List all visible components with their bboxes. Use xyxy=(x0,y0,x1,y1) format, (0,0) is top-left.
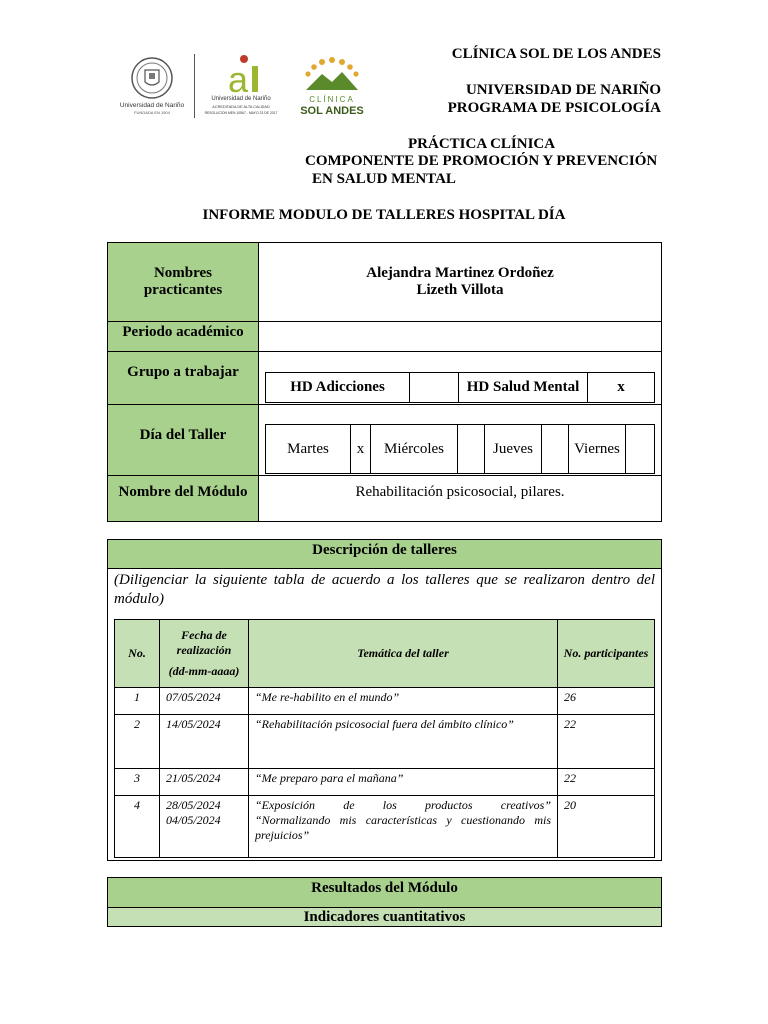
dia-label: Día del Taller xyxy=(139,427,227,443)
modulo-label: Nombre del Módulo xyxy=(118,484,248,500)
periodo-label: Periodo académico xyxy=(122,324,244,340)
row-no: 2 xyxy=(115,715,160,769)
col-fecha-label: Fecha de realización xyxy=(176,628,232,657)
grupo-opt-salud-mental: HD Salud Mental xyxy=(459,373,588,403)
periodo-value-cell xyxy=(259,322,662,352)
row-no: 3 xyxy=(115,769,160,796)
udenar-seal-icon xyxy=(120,54,184,118)
clinica-logo-top: CLÍNICA xyxy=(309,95,355,104)
table-row xyxy=(115,796,655,858)
grupo-label: Grupo a trabajar xyxy=(127,364,239,380)
info-table xyxy=(107,242,662,522)
practicantes-value-cell xyxy=(259,243,662,322)
resultados-title: Resultados del Módulo xyxy=(107,877,662,908)
dia-opt-miercoles-mark xyxy=(458,425,485,474)
grupo-label-cell xyxy=(108,352,259,405)
table-row xyxy=(115,769,655,796)
header-salud-mental: EN SALUD MENTAL xyxy=(312,171,456,187)
dia-opt-viernes: Viernes xyxy=(569,425,626,474)
col-participantes: No. participantes xyxy=(558,620,655,688)
header-practica: PRÁCTICA CLÍNICA xyxy=(408,136,556,152)
row-fecha: 14/05/2024 xyxy=(160,715,249,769)
grupo-opt-adicciones-mark xyxy=(410,373,459,403)
modulo-label-cell xyxy=(108,476,259,522)
periodo-label-cell xyxy=(108,322,259,352)
row-tema: “Me re-habilito en el mundo” xyxy=(249,688,558,715)
row-no: 1 xyxy=(115,688,160,715)
acreditada-logo-sub1: ACREDITADA DE ALTA CALIDAD xyxy=(212,105,270,109)
dia-opt-jueves-mark xyxy=(542,425,569,474)
row-participantes: 20 xyxy=(558,796,655,858)
ai-acreditacion-icon xyxy=(200,52,282,120)
udenar-logo-text: Universidad de Nariño xyxy=(120,102,184,109)
row-no: 4 xyxy=(115,796,160,858)
row-fecha: 28/05/2024 xyxy=(166,798,221,812)
row-fecha: 07/05/2024 xyxy=(160,688,249,715)
acreditada-logo-sub2: RESOLUCION MEN 10567 - MAYO 23 DE 2017 xyxy=(204,111,278,115)
talleres-table xyxy=(114,619,655,858)
svg-text:a: a xyxy=(227,59,249,100)
header-clinica: CLÍNICA SOL DE LOS ANDES xyxy=(451,46,661,62)
dia-opt-jueves: Jueves xyxy=(485,425,542,474)
practicante-1: Alejandra Martinez Ordoñez xyxy=(366,265,554,281)
header-componente: COMPONENTE DE PROMOCIÓN Y PREVENCIÓN xyxy=(305,153,658,169)
descripcion-title: Descripción de talleres xyxy=(108,540,661,569)
row-tema-2: “Normalizando mis características y cuestionando mis prejuicios” xyxy=(255,813,551,842)
header-programa: PROGRAMA DE PSICOLOGÍA xyxy=(447,100,661,116)
report-title: INFORME MODULO DE TALLERES HOSPITAL DÍA xyxy=(202,207,566,223)
grupo-opt-salud-mental-mark: x xyxy=(588,373,655,403)
row-fecha: 21/05/2024 xyxy=(160,769,249,796)
dia-opt-martes: Martes xyxy=(266,425,351,474)
grupo-opt-adicciones: HD Adicciones xyxy=(266,373,410,403)
col-tematica: Temática del taller xyxy=(249,620,558,688)
clinica-logo-bottom: SOL ANDES xyxy=(300,105,364,117)
dia-label-cell xyxy=(108,405,259,476)
resultados-subtitle: Indicadores cuantitativos xyxy=(107,907,662,927)
udenar-seal-logo xyxy=(120,54,184,118)
acreditada-logo-text: Universidad de Nariño xyxy=(211,96,271,102)
grupo-options xyxy=(265,372,655,403)
col-fecha-format: (dd-mm-aaaa) xyxy=(168,664,240,678)
logo-divider xyxy=(194,54,195,118)
dia-options-cell xyxy=(259,405,662,476)
row-tema: “Exposición de los productos creativos” xyxy=(255,798,551,812)
col-no: No. xyxy=(115,620,160,688)
practicantes-label: Nombres practicantes xyxy=(143,265,223,298)
modulo-value: Rehabilitación psicosocial, pilares. xyxy=(355,484,565,500)
descripcion-section xyxy=(107,539,662,861)
acreditada-logo xyxy=(200,52,282,120)
dia-opt-viernes-mark xyxy=(626,425,655,474)
modulo-value-cell xyxy=(259,476,662,522)
row-tema-cell xyxy=(249,796,558,858)
udenar-logo-subtext: FUNDADA EN 1904 xyxy=(134,110,170,115)
descripcion-instruction: (Diligenciar la siguiente tabla de acuerdo a los talleres que se realizaron dentro del módulo) xyxy=(114,572,655,607)
practicante-2: Lizeth Villota xyxy=(416,282,504,298)
row-fecha-cell xyxy=(160,796,249,858)
dia-options xyxy=(265,424,655,474)
col-fecha xyxy=(160,620,249,688)
row-participantes: 22 xyxy=(558,715,655,769)
row-participantes: 22 xyxy=(558,769,655,796)
row-tema: “Me preparo para el mañana” xyxy=(249,769,558,796)
row-fecha-2: 04/05/2024 xyxy=(166,813,221,827)
row-tema: “Rehabilitación psicosocial fuera del ámbito clínico” xyxy=(249,715,558,769)
table-row xyxy=(115,715,655,769)
practicantes-label-cell xyxy=(108,243,259,322)
dia-opt-miercoles: Miércoles xyxy=(371,425,458,474)
header-universidad: UNIVERSIDAD DE NARIÑO xyxy=(465,82,661,98)
dia-opt-martes-mark: x xyxy=(351,425,371,474)
table-row xyxy=(115,688,655,715)
grupo-options-cell xyxy=(259,352,662,405)
row-participantes: 26 xyxy=(558,688,655,715)
